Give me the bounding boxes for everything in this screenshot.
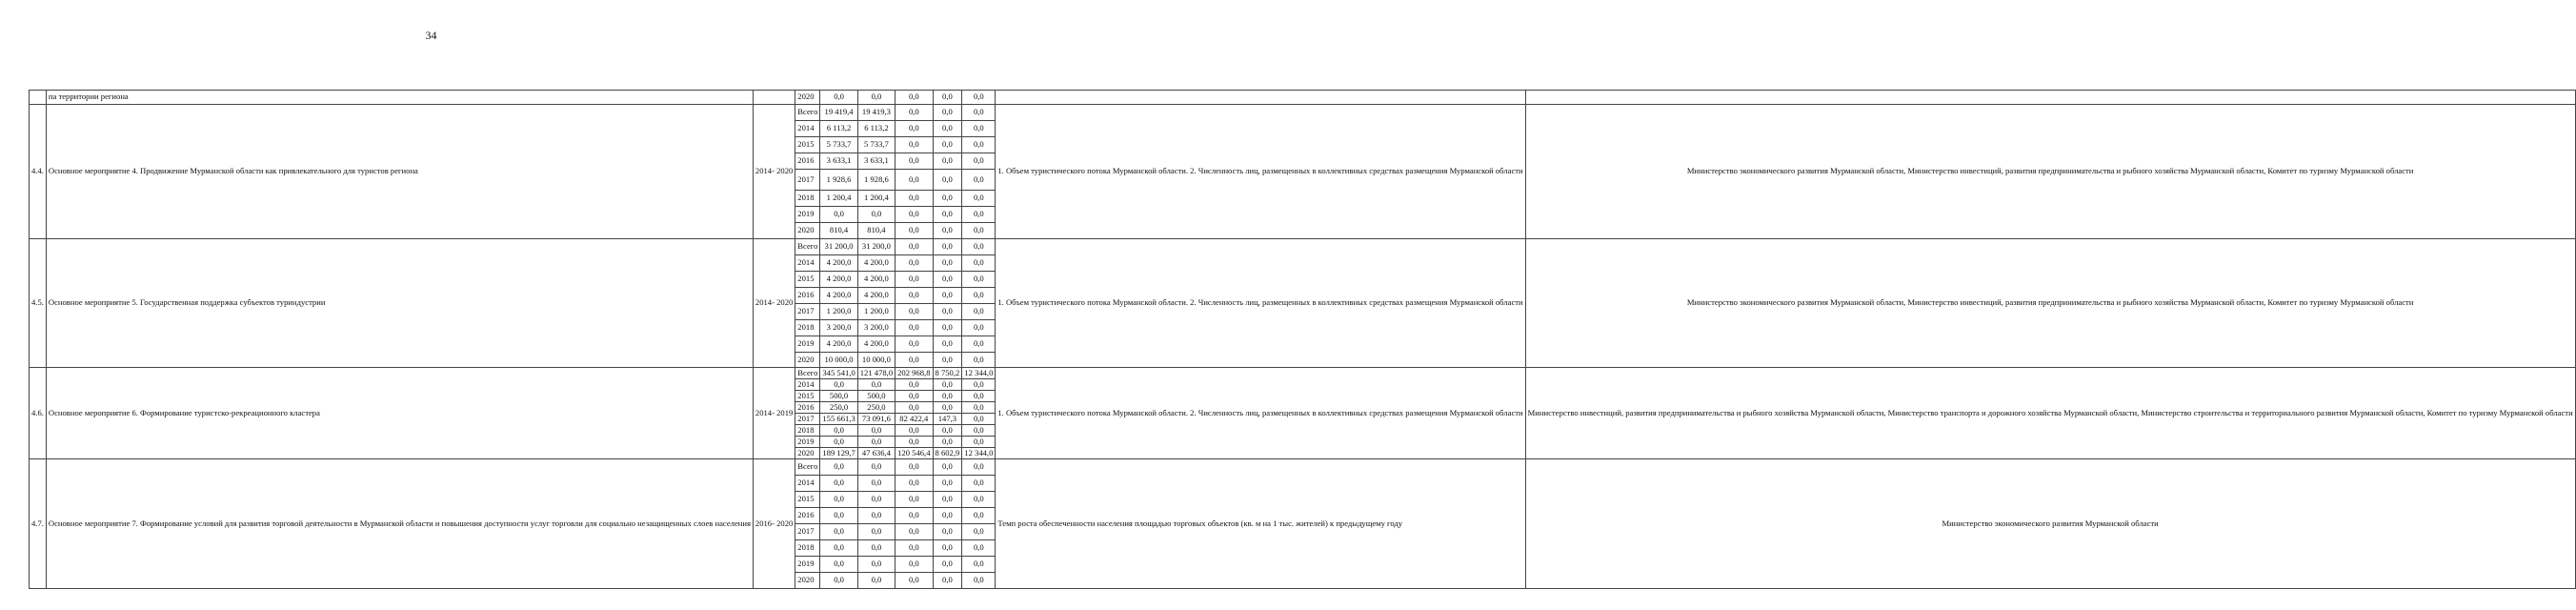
regional-budget-cell: 250,0 [857,402,895,414]
federal-budget-cell: 0,0 [896,379,933,391]
executor-cell: Министерство инвестиций, развития предпринимательства и рыбного хозяйства Мурманской области, Министерство транспорта и дорожного хозяйства Мурманской области, Министерство строительства и территориального развития Мурманской области, Комитет по туризму Мурманской области [1525,368,2575,459]
local-budget-cell: 8 750,2 [933,368,962,379]
executor-cell [1525,91,2575,105]
local-budget-cell: 0,0 [933,272,962,288]
federal-budget-cell: 0,0 [896,524,933,540]
total-funding-cell: 0,0 [820,476,857,492]
other-sources-cell: 0,0 [962,304,996,320]
federal-budget-cell: 82 422,4 [896,414,933,425]
other-sources-cell: 0,0 [962,239,996,255]
total-funding-cell: 0,0 [820,437,857,448]
total-funding-cell: 0,0 [820,492,857,508]
regional-budget-cell: 47 636,4 [857,448,895,459]
year-cell: Всего [795,368,820,379]
federal-budget-cell: 0,0 [896,137,933,153]
other-sources-cell: 0,0 [962,353,996,368]
term-cell: 2014- 2020 [753,105,795,239]
year-cell: 2014 [795,121,820,137]
total-funding-cell: 189 129,7 [820,448,857,459]
other-sources-cell: 0,0 [962,223,996,239]
year-cell: 2019 [795,336,820,353]
regional-budget-cell: 3 633,1 [857,153,895,170]
local-budget-cell: 0,0 [933,320,962,336]
year-cell: Всего [795,239,820,255]
other-sources-cell: 0,0 [962,508,996,524]
year-cell: 2019 [795,557,820,573]
regional-budget-cell: 4 200,0 [857,255,895,272]
indicator-cell [996,91,1525,105]
other-sources-cell: 0,0 [962,255,996,272]
table-row [30,459,2576,476]
federal-budget-cell: 0,0 [896,223,933,239]
regional-budget-cell: 31 200,0 [857,239,895,255]
local-budget-cell: 0,0 [933,391,962,402]
year-cell: 2015 [795,492,820,508]
other-sources-cell: 0,0 [962,557,996,573]
table-row [30,239,2576,255]
local-budget-cell: 0,0 [933,336,962,353]
total-funding-cell: 0,0 [820,459,857,476]
regional-budget-cell: 4 200,0 [857,272,895,288]
regional-budget-cell: 121 478,0 [857,368,895,379]
local-budget-cell: 0,0 [933,207,962,223]
local-budget-cell: 0,0 [933,508,962,524]
regional-budget-cell: 6 113,2 [857,121,895,137]
other-sources-cell: 0,0 [962,320,996,336]
regional-budget-cell: 0,0 [857,437,895,448]
federal-budget-cell: 0,0 [896,255,933,272]
federal-budget-cell: 0,0 [896,207,933,223]
total-funding-cell: 0,0 [820,425,857,437]
federal-budget-cell: 0,0 [896,121,933,137]
term-cell [753,91,795,105]
year-cell: 2014 [795,476,820,492]
program-table [29,90,2576,589]
total-funding-cell: 6 113,2 [820,121,857,137]
total-funding-cell: 0,0 [820,557,857,573]
row-number-cell: 4.5. [30,239,47,368]
table-row [30,91,2576,105]
executor-cell: Министерство экономического развития Мурманской области [1525,459,2575,589]
regional-budget-cell: 0,0 [857,540,895,557]
federal-budget-cell: 0,0 [896,105,933,121]
federal-budget-cell: 0,0 [896,320,933,336]
total-funding-cell: 19 419,4 [820,105,857,121]
federal-budget-cell: 0,0 [896,476,933,492]
regional-budget-cell: 0,0 [857,557,895,573]
total-funding-cell: 31 200,0 [820,239,857,255]
regional-budget-cell: 0,0 [857,524,895,540]
local-budget-cell: 0,0 [933,105,962,121]
federal-budget-cell: 0,0 [896,336,933,353]
regional-budget-cell: 0,0 [857,492,895,508]
federal-budget-cell: 0,0 [896,91,933,105]
regional-budget-cell: 0,0 [857,459,895,476]
total-funding-cell: 0,0 [820,91,857,105]
year-cell: 2016 [795,153,820,170]
other-sources-cell: 0,0 [962,540,996,557]
year-cell: 2017 [795,414,820,425]
other-sources-cell: 0,0 [962,272,996,288]
regional-budget-cell: 810,4 [857,223,895,239]
federal-budget-cell: 0,0 [896,492,933,508]
total-funding-cell: 1 928,6 [820,170,857,191]
federal-budget-cell: 0,0 [896,557,933,573]
year-cell: 2017 [795,304,820,320]
total-funding-cell: 0,0 [820,379,857,391]
federal-budget-cell: 0,0 [896,508,933,524]
year-cell: 2018 [795,191,820,207]
total-funding-cell: 155 661,3 [820,414,857,425]
regional-budget-cell: 0,0 [857,425,895,437]
other-sources-cell: 0,0 [962,288,996,304]
federal-budget-cell: 0,0 [896,304,933,320]
other-sources-cell: 0,0 [962,425,996,437]
local-budget-cell: 0,0 [933,137,962,153]
total-funding-cell: 4 200,0 [820,288,857,304]
total-funding-cell: 500,0 [820,391,857,402]
regional-budget-cell: 0,0 [857,508,895,524]
federal-budget-cell: 0,0 [896,391,933,402]
total-funding-cell: 3 633,1 [820,153,857,170]
regional-budget-cell: 0,0 [857,91,895,105]
year-cell: Всего [795,105,820,121]
regional-budget-cell: 10 000,0 [857,353,895,368]
year-cell: 2016 [795,288,820,304]
other-sources-cell: 0,0 [962,207,996,223]
regional-budget-cell: 5 733,7 [857,137,895,153]
federal-budget-cell: 0,0 [896,402,933,414]
total-funding-cell: 4 200,0 [820,255,857,272]
other-sources-cell: 0,0 [962,105,996,121]
local-budget-cell: 0,0 [933,91,962,105]
other-sources-cell: 0,0 [962,402,996,414]
total-funding-cell: 345 541,0 [820,368,857,379]
federal-budget-cell: 0,0 [896,437,933,448]
federal-budget-cell: 0,0 [896,459,933,476]
year-cell: 2020 [795,223,820,239]
regional-budget-cell: 500,0 [857,391,895,402]
other-sources-cell: 0,0 [962,170,996,191]
activity-name-cell: Основное мероприятие 5. Государственная поддержка субъектов туриндустрии [46,239,753,368]
local-budget-cell: 0,0 [933,437,962,448]
activity-name-cell: Основное мероприятие 6. Формирование туристско-рекреационного кластера [46,368,753,459]
federal-budget-cell: 0,0 [896,573,933,589]
year-cell: Всего [795,459,820,476]
other-sources-cell: 0,0 [962,121,996,137]
indicator-cell: Темп роста обеспеченности населения площадью торговых объектов (кв. м на 1 тыс. жителей) к предыдущему году [996,459,1525,589]
year-cell: 2016 [795,508,820,524]
table-row [30,105,2576,121]
other-sources-cell: 0,0 [962,336,996,353]
local-budget-cell: 0,0 [933,191,962,207]
local-budget-cell: 0,0 [933,573,962,589]
activity-name-cell: Основное мероприятие 7. Формирование условий для развития торговой деятельности в Мурманской области и повышения доступности услуг торговли для социально незащищенных слоев населения [46,459,753,589]
activity-name-cell: Основное мероприятие 4. Продвижение Мурманской области как привлекательного для туристов региона [46,105,753,239]
regional-budget-cell: 0,0 [857,379,895,391]
other-sources-cell: 0,0 [962,191,996,207]
year-cell: 2018 [795,425,820,437]
year-cell: 2020 [795,448,820,459]
year-cell: 2014 [795,255,820,272]
federal-budget-cell: 120 546,4 [896,448,933,459]
year-cell: 2015 [795,391,820,402]
local-budget-cell: 0,0 [933,304,962,320]
total-funding-cell: 0,0 [820,540,857,557]
year-cell: 2020 [795,91,820,105]
federal-budget-cell: 202 968,8 [896,368,933,379]
other-sources-cell: 0,0 [962,91,996,105]
activity-name-cell: па территории региона [46,91,753,105]
other-sources-cell: 0,0 [962,379,996,391]
local-budget-cell: 0,0 [933,540,962,557]
local-budget-cell: 0,0 [933,223,962,239]
local-budget-cell: 0,0 [933,459,962,476]
regional-budget-cell: 1 200,0 [857,304,895,320]
row-number-cell [30,91,47,105]
local-budget-cell: 0,0 [933,379,962,391]
federal-budget-cell: 0,0 [896,191,933,207]
regional-budget-cell: 0,0 [857,207,895,223]
local-budget-cell: 0,0 [933,153,962,170]
federal-budget-cell: 0,0 [896,170,933,191]
term-cell: 2016- 2020 [753,459,795,589]
other-sources-cell: 0,0 [962,476,996,492]
year-cell: 2017 [795,170,820,191]
federal-budget-cell: 0,0 [896,288,933,304]
total-funding-cell: 4 200,0 [820,336,857,353]
regional-budget-cell: 4 200,0 [857,288,895,304]
federal-budget-cell: 0,0 [896,353,933,368]
local-budget-cell: 0,0 [933,524,962,540]
local-budget-cell: 0,0 [933,476,962,492]
local-budget-cell: 147,3 [933,414,962,425]
indicator-cell: 1. Объем туристического потока Мурманской области. 2. Численность лиц, размещенных в коллективных средствах размещения Мурманской области [996,105,1525,239]
row-number-cell: 4.7. [30,459,47,589]
year-cell: 2018 [795,540,820,557]
year-cell: 2020 [795,353,820,368]
total-funding-cell: 250,0 [820,402,857,414]
executor-cell: Министерство экономического развития Мурманской области, Министерство инвестиций, развития предпринимательства и рыбного хозяйства Мурманской области, Комитет по туризму Мурманской области [1525,105,2575,239]
indicator-cell: 1. Объем туристического потока Мурманской области. 2. Численность лиц, размещенных в коллективных средствах размещения Мурманской области [996,239,1525,368]
local-budget-cell: 0,0 [933,492,962,508]
other-sources-cell: 0,0 [962,573,996,589]
term-cell: 2014- 2019 [753,368,795,459]
local-budget-cell: 0,0 [933,121,962,137]
total-funding-cell: 4 200,0 [820,272,857,288]
local-budget-cell: 0,0 [933,402,962,414]
other-sources-cell: 0,0 [962,492,996,508]
other-sources-cell: 12 344,0 [962,368,996,379]
year-cell: 2015 [795,137,820,153]
federal-budget-cell: 0,0 [896,425,933,437]
other-sources-cell: 0,0 [962,414,996,425]
local-budget-cell: 0,0 [933,425,962,437]
total-funding-cell: 0,0 [820,207,857,223]
indicator-cell: 1. Объем туристического потока Мурманской области. 2. Численность лиц, размещенных в коллективных средствах размещения Мурманской области [996,368,1525,459]
other-sources-cell: 0,0 [962,437,996,448]
local-budget-cell: 0,0 [933,288,962,304]
other-sources-cell: 0,0 [962,137,996,153]
executor-cell: Министерство экономического развития Мурманской области, Министерство инвестиций, развития предпринимательства и рыбного хозяйства Мурманской области, Комитет по туризму Мурманской области [1525,239,2575,368]
regional-budget-cell: 0,0 [857,573,895,589]
total-funding-cell: 810,4 [820,223,857,239]
regional-budget-cell: 0,0 [857,476,895,492]
local-budget-cell: 0,0 [933,557,962,573]
local-budget-cell: 0,0 [933,353,962,368]
year-cell: 2019 [795,207,820,223]
federal-budget-cell: 0,0 [896,272,933,288]
total-funding-cell: 10 000,0 [820,353,857,368]
local-budget-cell: 0,0 [933,255,962,272]
year-cell: 2017 [795,524,820,540]
total-funding-cell: 0,0 [820,524,857,540]
other-sources-cell: 0,0 [962,459,996,476]
year-cell: 2015 [795,272,820,288]
regional-budget-cell: 1 200,4 [857,191,895,207]
federal-budget-cell: 0,0 [896,153,933,170]
total-funding-cell: 1 200,4 [820,191,857,207]
federal-budget-cell: 0,0 [896,540,933,557]
year-cell: 2016 [795,402,820,414]
year-cell: 2020 [795,573,820,589]
regional-budget-cell: 3 200,0 [857,320,895,336]
local-budget-cell: 0,0 [933,170,962,191]
other-sources-cell: 12 344,0 [962,448,996,459]
local-budget-cell: 8 602,9 [933,448,962,459]
other-sources-cell: 0,0 [962,524,996,540]
total-funding-cell: 0,0 [820,573,857,589]
total-funding-cell: 1 200,0 [820,304,857,320]
regional-budget-cell: 19 419,3 [857,105,895,121]
total-funding-cell: 0,0 [820,508,857,524]
federal-budget-cell: 0,0 [896,239,933,255]
page-number: 34 [425,29,437,42]
regional-budget-cell: 1 928,6 [857,170,895,191]
other-sources-cell: 0,0 [962,153,996,170]
regional-budget-cell: 73 091,6 [857,414,895,425]
other-sources-cell: 0,0 [962,391,996,402]
year-cell: 2018 [795,320,820,336]
total-funding-cell: 5 733,7 [820,137,857,153]
table-row [30,368,2576,379]
row-number-cell: 4.4. [30,105,47,239]
regional-budget-cell: 4 200,0 [857,336,895,353]
total-funding-cell: 3 200,0 [820,320,857,336]
year-cell: 2019 [795,437,820,448]
term-cell: 2014- 2020 [753,239,795,368]
row-number-cell: 4.6. [30,368,47,459]
local-budget-cell: 0,0 [933,239,962,255]
year-cell: 2014 [795,379,820,391]
